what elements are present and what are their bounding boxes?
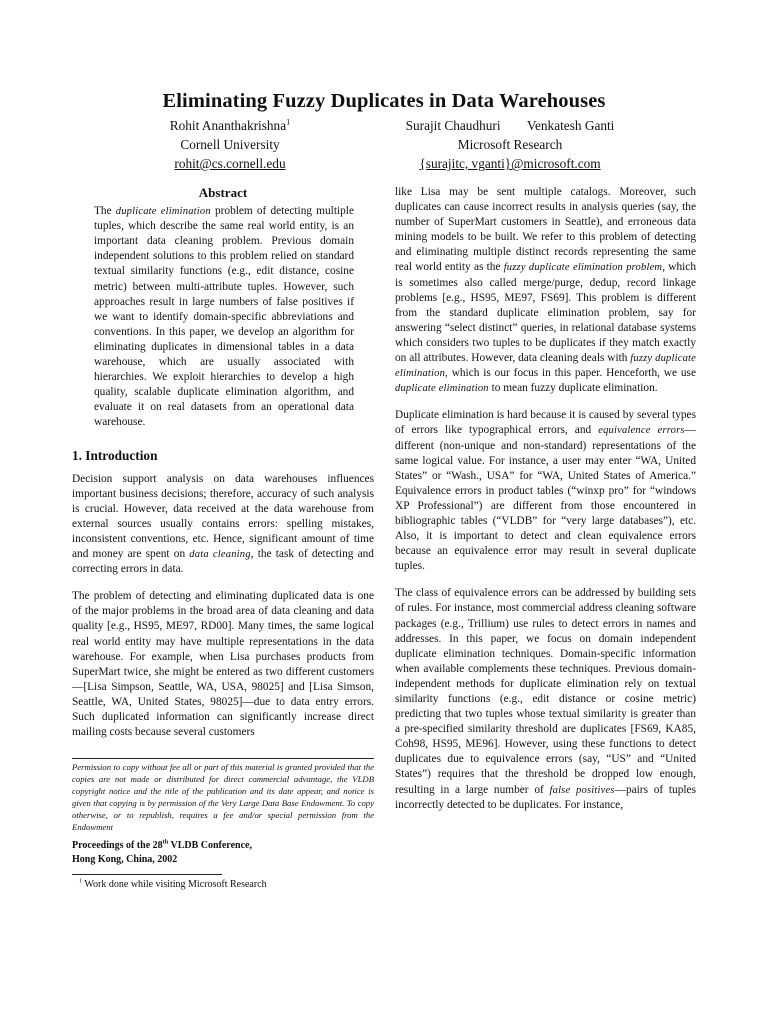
permission-notice: Permission to copy without fee all or part of this material is granted provided that the copies are not made or distributed for direct commercial advantage, the VLDB copyright notice and the title of the publication and its date appear, and notice is given that copying is by permission of the Very Large Data Base Endowment. To copy otherwise, or to republish, requires a fee and/or special permission from the Endowment — [72, 758, 374, 833]
author-names: Surajit Chaudhuri Venkatesh Ganti — [405, 118, 615, 133]
section-heading-introduction: 1. Introduction — [72, 447, 158, 463]
footnote: $^1$ Work done while visiting Microsoft Research — [79, 877, 267, 890]
right-column — [395, 185, 696, 813]
body-paragraph-2: Duplicate elimination is hard because it is caused by several types of errors like typographical errors, and equivalence errors—different (non-unique and non-standard) representations of the same logical value. For instance, a user may enter “WA, United States” or “Wash., USA” for “WA, United States of America.” Equivalence errors in product tables (“winxp pro” for “windows XP Professional”) are different from those encountered in bibliographic tables (“VLDB” for “very large databases”), etc. Also, it is important to detect and clean equivalence errors because an equivalence error may result in several duplicate tuples. — [395, 409, 696, 573]
author-name: Rohit Ananthakrishna$^1$ — [169, 117, 291, 133]
author-affiliation: Microsoft Research — [457, 137, 563, 152]
left-column — [72, 185, 374, 740]
author-block-cornell — [120, 116, 340, 173]
author-email[interactable]: {surajitc, vganti}@microsoft.com — [419, 156, 601, 171]
intro-paragraph-1: Decision support analysis on data warehouses influences important business decisions; therefore, accuracy of such analysis is crucial. However, data received at the data warehouse from external sources usually contains errors: spelling mistakes, inconsistent conventions, etc. Hence, significant amount of time and money are spent on data cleaning, the task of detecting and correcting errors in data. — [72, 472, 374, 576]
author-email[interactable]: rohit@cs.cornell.edu — [174, 156, 286, 171]
abstract-heading: Abstract — [198, 185, 248, 200]
paper-title: Eliminating Fuzzy Duplicates in Data Warehouses — [162, 90, 606, 112]
author-affiliation: Cornell University — [180, 137, 280, 152]
body-paragraph-1: like Lisa may be sent multiple catalogs. Moreover, such duplicates can cause incorrect results in analysis queries (say, the number of SuperMart customers in Seattle), and erroneous data mining models to be built. We refer to this problem of detecting and eliminating multiple distinct records representing the same real world entity as the fuzzy duplicate elimination problem, which is sometimes also called merge/purge, dedup, record linkage problems [e.g., HS95, ME97, FS69]. This problem is different from the standard duplicate elimination problem, say for answering “select distinct” queries, in relational database systems which considers two tuples to be duplicates if they match exactly on all attributes. However, data cleaning deals with fuzzy duplicate elimination, which is our focus in this paper. Henceforth, we use duplicate elimination to mean fuzzy duplicate elimination. — [395, 186, 696, 395]
proceedings-info: Proceedings of the 28th VLDB Conference, Hong Kong, China, 2002 — [72, 838, 252, 865]
author-block-microsoft — [360, 116, 660, 173]
footnote-divider — [72, 874, 222, 875]
abstract-text: The duplicate elimination problem of detecting multiple tuples, which describe the same real world entity, is an important data cleaning problem. Previous domain independent solutions to this problem relied on standard textual similarity functions (e.g., edit distance, cosine metric) between multi-attribute tuples. However, such approaches result in large numbers of false positives if we want to identify domain-specific abbreviations and conventions. In this paper, we develop an algorithm for eliminating duplicates in dimensional tables in a data warehouse, which are usually associated with hierarchies. We exploit hierarchies to develop a high quality, scalable duplicate elimination algorithm, and evaluate it on real datasets from an operational data warehouse. — [94, 205, 354, 429]
intro-paragraph-2: The problem of detecting and eliminating duplicated data is one of the major problems in the broad area of data cleaning and data quality [e.g., HS95, ME97, RD00]. Many times, the same logical real world entity may have multiple representations in the data warehouse. For example, when Lisa purchases products from SuperMart twice, she might be entered as two different customers—[Lisa Simpson, Seattle, WA, USA, 98025] and [Lisa Simson, Seattle, WA, United States, 98025]—due to data entry errors. Such duplicated information can significantly increase direct mailing costs because several customers — [72, 590, 374, 739]
body-paragraph-3: The class of equivalence errors can be addressed by building sets of rules. For instance, most commercial address cleaning software packages (e.g., Trillium) use rules to detect errors in names and addresses. In this paper, we focus on domain independent duplicate elimination techniques. Domain-specific information when available complements these techniques. Previous domain-independent methods for duplicate elimination rely on textual similarity functions (e.g., edit distance or cosine metric) predicting that two tuples whose textual similarity is greater than a pre-specified similarity threshold are duplicates [FS69, KA85, Coh98, HS95, ME96]. However, using these functions to detect duplicates due to equivalence errors (say, “US” and “United States”) requires that the threshold be dropped low enough, resulting in a large number of false positives—pairs of tuples incorrectly detected to be duplicates. For instance, — [395, 587, 696, 811]
